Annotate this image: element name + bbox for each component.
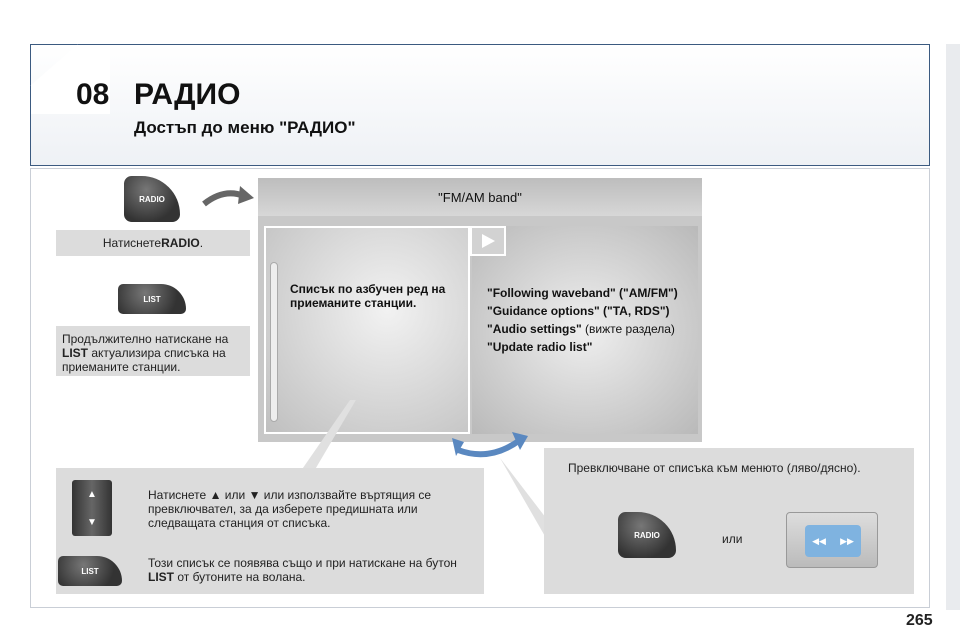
navigation-text: Натиснете ▲ или ▼ или използвайте въртящия се превключвател, за да изберете предишната или следващата станция от списъка.: [148, 488, 432, 530]
steering-wheel-buttons: [805, 525, 861, 557]
step2-line3: приеманите станции.: [62, 360, 181, 374]
step2-line2: актуализира списъка на: [88, 346, 226, 360]
switch-info-text: Превключване от списъка към менюто (ляво/дясно).: [568, 461, 861, 475]
scrollbar: [270, 262, 278, 422]
steering-controls: [786, 512, 878, 568]
radio-button-label: RADIO: [139, 194, 165, 204]
page-subtitle: Достъп до меню "РАДИО": [134, 118, 356, 137]
menu-item: "Audio settings" (вижте раздела): [487, 322, 675, 336]
list-button-2: LIST: [58, 556, 122, 586]
step2-line1: Продължително натискане на: [62, 332, 229, 346]
step1-prefix: Натиснете: [102, 236, 162, 250]
step1-key: RADIO: [161, 236, 200, 250]
swap-arrows-icon: [450, 420, 530, 460]
list-info-text: Този списък се появява също и при натискане на бутон LIST от бутоните на волана.: [148, 556, 457, 584]
step2-box: [56, 326, 250, 376]
up-down-buttons: [72, 480, 112, 536]
rewind-icon: ◀◀: [812, 535, 826, 546]
curved-arrow-icon: [200, 184, 254, 210]
up-triangle-icon: ▲: [209, 488, 222, 502]
forward-icon: ▶▶: [840, 535, 854, 546]
down-arrow-icon: ▼: [87, 516, 97, 528]
page-title: РАДИО: [134, 78, 241, 111]
or-text: или: [722, 532, 743, 546]
menu-item: "Update radio list": [487, 340, 593, 354]
screen-title-bar: [258, 178, 702, 216]
up-arrow-icon: ▲: [87, 488, 97, 500]
page-number: 265: [906, 612, 933, 629]
step1-suffix: .: [199, 236, 204, 250]
list-button-label: LIST: [143, 294, 161, 304]
step2-key: LIST: [62, 346, 88, 360]
screen-bar-label: "FM/AM band": [438, 189, 522, 205]
pointer-wedge-right: [500, 458, 550, 538]
side-rule: [946, 44, 960, 610]
radio-button-2: RADIO: [618, 512, 676, 558]
list-button: [118, 284, 186, 314]
step1-box: [56, 230, 250, 256]
menu-item: "Guidance options" ("TA, RDS"): [487, 304, 670, 318]
chapter-number: 08: [76, 78, 110, 111]
down-triangle-icon: ▼: [248, 488, 261, 502]
menu-item: "Following waveband" ("AM/FM"): [487, 286, 678, 300]
station-list-text: Списък по азбучен ред на приеманите станции.: [290, 282, 446, 310]
menu-list: [487, 284, 697, 356]
play-icon: [470, 226, 506, 256]
